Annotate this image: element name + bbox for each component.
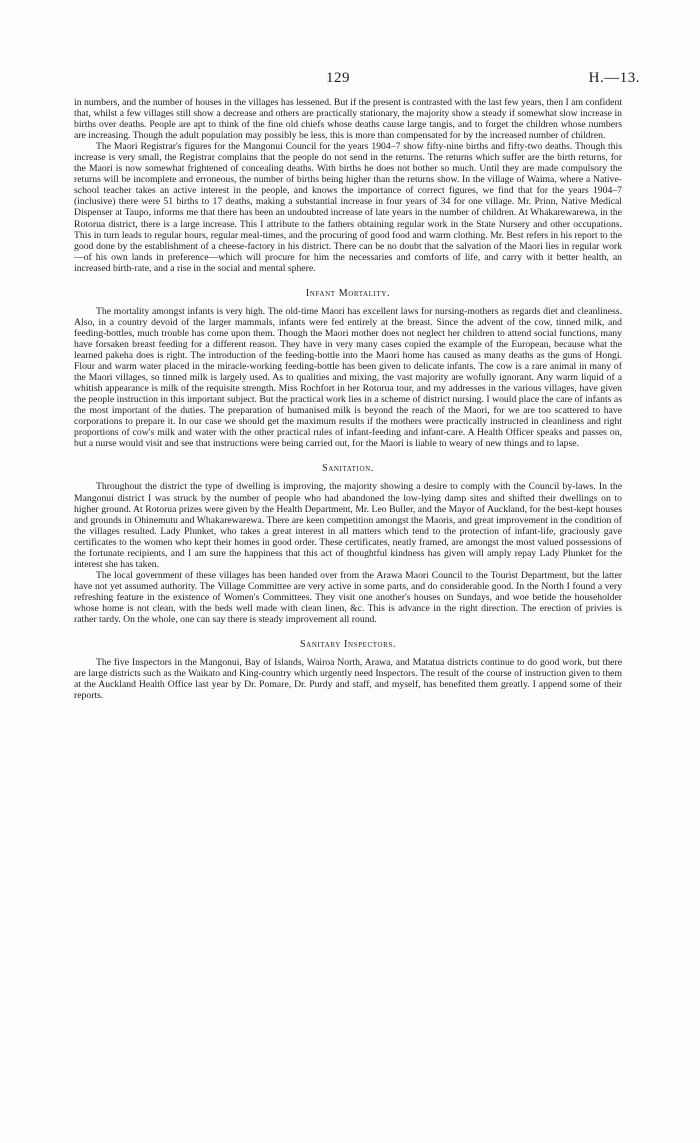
section-title-sanitary-inspectors: Sanitary Inspectors. — [300, 639, 396, 651]
paragraph-sanitation-local-government: The local government of these villages has been handed over from the Arawa Maori Council to the Tourist Department, but the latter have not yet assumed authority. The Village Committee are very active in some parts, and do considerable good. In the North I found a very refreshing feature in the existence of Women's Committees. They visit one another's houses on Sundays, and woe betide the householder whose home is not clean, with the beds well made with clean linen, &c. This is advance in the right direction. The erection of privies is rather tardy. On the whole, one can say there is steady improvement all round. — [74, 569, 622, 626]
page-number: 129 — [326, 70, 350, 86]
paragraph-sanitation-dwellings: Throughout the district the type of dwelling is improving, the majority showing a desire to comply with the Council by-laws. In the Mangonui district I was struck by the number of people who had abandoned the low-lying damp sites and shifted their dwellings on to higher ground. At Rotorua prizes were given by the Health Department, Mr. Leo Buller, and the Mayor of Auckland, for the best-kept houses and grounds in Ohinemutu and Whakarewarewa. There are keen competition amongst the Maoris, and great improvement in the condition of the villages resulted. Lady Plunket, who takes a great interest in all matters which tend to the protection of infant-life, graciously gave certificates to the women who kept their homes in good order. These certificates, neatly framed, are amongst the most valued possessions of the fortunate recipients, and I am sure the happiness that this act of thoughtful kindness has given will amply repay Lady Plunket for the interest she has taken. — [74, 481, 622, 570]
document-reference: H.—13. — [588, 70, 640, 86]
paragraph-registrar-figures: The Maori Registrar's figures for the Mangonui Council for the years 1904–7 show fifty-nine births and fifty-two deaths. Though this increase is very small, the Registrar complains that the people do not send in the returns. The returns which suffer are the birth returns, for the Maori is now somewhat frightened of concealing deaths. With births he does not bother so much. Until they are made compulsory the returns will be incomplete and erroneous, the number of births being higher than the returns show. In the village of Waima, where a Native-school teacher takes an active interest in the people, and knows the importance of correct figures, we find that for the years 1904–7 (inclusive) there were 51 births to 17 deaths, making a substantial increase in four years of 34 for one village. Mr. Prinn, Native Medical Dispenser at Taupo, informs me that there has been an undoubted increase of late years in the number of children. At Whakarewarewa, in the Rotorua district, there is a large increase. This I attribute to the fathers obtaining regular work in the State Nursery and other occupations. This in turn leads to regular hours, regular meal-times, and the procuring of good food and warm clothing. Mr. Best refers in his report to the good done by the establishment of a cheese-factory in his district. There can be no doubt that the salvation of the Maori lies in regular work—of his own lands in preference—which will procure for him the necessaries and comforts of life, and carry with it better health, an increased birth-rate, and a rise in the social and mental sphere. — [74, 141, 622, 274]
section-title-sanitation: Sanitation. — [322, 463, 374, 475]
paragraph-sanitary-inspectors: The five Inspectors in the Mangonui, Bay of Islands, Wairoa North, Arawa, and Matatua districts continue to do good work, but there are large districts such as the Waikato and King-country which urgently need Inspectors. The result of the course of instruction given to them at the Auckland Health Office last year by Dr. Pomare, Dr. Purdy and staff, and myself, has benefited them greatly. I append some of their reports. — [74, 657, 622, 702]
section-title-infant-mortality: Infant Mortality. — [305, 287, 391, 299]
paragraph-infant-mortality: The mortality amongst infants is very high. The old-time Maori has excellent laws for nursing-mothers as regards diet and cleanliness. Also, in a country devoid of the larger mammals, infants were fed entirely at the breast. Since the advent of the cow, tinned milk, and feeding-bottles, much trouble has come upon them. Though the Maori mother does not neglect her children to attend social functions, many have forsaken breast feeding for a different reason. They have in very many cases copied the example of the European, because what the learned pakeha does is right. The introduction of the feeding-bottle into the Maori home has caused as many deaths as the guns of Hongi. Flour and warm water placed in the miracle-working feeding-bottle has been given to delicate infants. The cow is a rare animal in many of the Maori villages, so tinned milk is largely used. As to qualities and mixing, the vast majority are wofully ignorant. Any warm liquid of a whitish appearance is milk of the requisite strength. Miss Rochfort in her Rotorua tour, and my addresses in the various villages, have given the people instruction in this important subject. But the practical work lies in a scheme of district nursing. I would place the care of infants as the most important of the duties. The preparation of humanised milk is beyond the reach of the Maori, for we are too scattered to have corporations to prepare it. In our case we should get the maximum results if the mothers were practically instructed in cleanliness and right proportions of cow's milk and water with the other practical rules of infant-feeding and infant-care. A Health Officer speaks and passes on, but a nurse would visit and see that instructions were being carried out, for the Maori is liable to weary of new things and to lapse. — [74, 305, 622, 450]
body-text — [74, 97, 622, 701]
page-header — [0, 70, 700, 92]
paragraph-continuation: in numbers, and the number of houses in the villages has lessened. But if the present is contrasted with the last few years, then I am confident that, whilst a few villages still show a decrease and others are practically stationary, the majority show a steady if somewhat slow increase in births over deaths. People are apt to think of the fine old chiefs whose deaths cause large tangis, and to forget the children whose numbers are increasing. Though the adult population may possibly be less, this is more than compensated for by the increased number of children. — [74, 97, 623, 142]
